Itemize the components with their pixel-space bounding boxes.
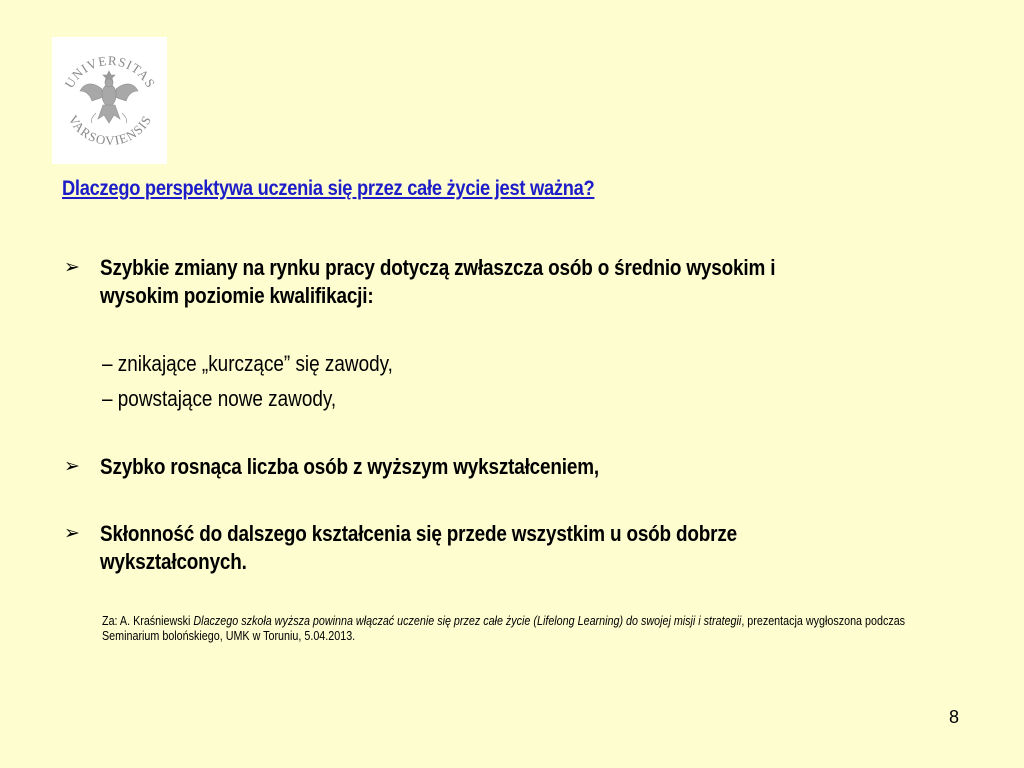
slide-title: Dlaczego perspektywa uczenia się przez całe życie jest ważna? (62, 177, 595, 200)
source-citation (102, 614, 928, 644)
sub-item-2: – powstające nowe zawody, (102, 386, 337, 411)
bullet-text: Skłonność do dalszego kształcenia się przede wszystkim u osób dobrze wykształconych. (100, 521, 738, 574)
citation-work-title: Dlaczego szkoła wyższa powinna włączać uczenie się przez całe życie (Lifelong Learning) do swojej misji i strategii (193, 614, 742, 628)
arrow-bullet-icon: ➢ (64, 257, 80, 278)
arrow-bullet-icon: ➢ (64, 523, 80, 544)
university-seal-icon (52, 37, 167, 164)
logo-bottom-text: VARSOVIENSIS (65, 112, 155, 149)
sub-item-1: – znikające „kurczące” się zawody, (102, 351, 393, 376)
logo-top-text: UNIVERSITAS (61, 52, 159, 91)
bullet-item-3 (64, 520, 980, 576)
university-logo (52, 37, 167, 164)
page-number: 8 (949, 707, 960, 727)
bullet-text: Szybko rosnąca liczba osób z wyższym wykształceniem, (100, 454, 599, 479)
citation-details: , prezentacja wygłoszona podczas Seminarium bolońskiego, UMK w Toruniu, 5.04.2013. (102, 614, 906, 643)
bullet-item-2 (64, 453, 980, 481)
citation-author: Za: A. Kraśniewski (102, 614, 194, 628)
arrow-bullet-icon: ➢ (64, 456, 80, 477)
bullet-text: Szybkie zmiany na rynku pracy dotyczą zwłaszcza osób o średnio wysokim i wysokim poziomie kwalifikacji: (100, 255, 776, 308)
bullet-item-1 (64, 254, 980, 310)
eagle-icon (80, 71, 138, 123)
